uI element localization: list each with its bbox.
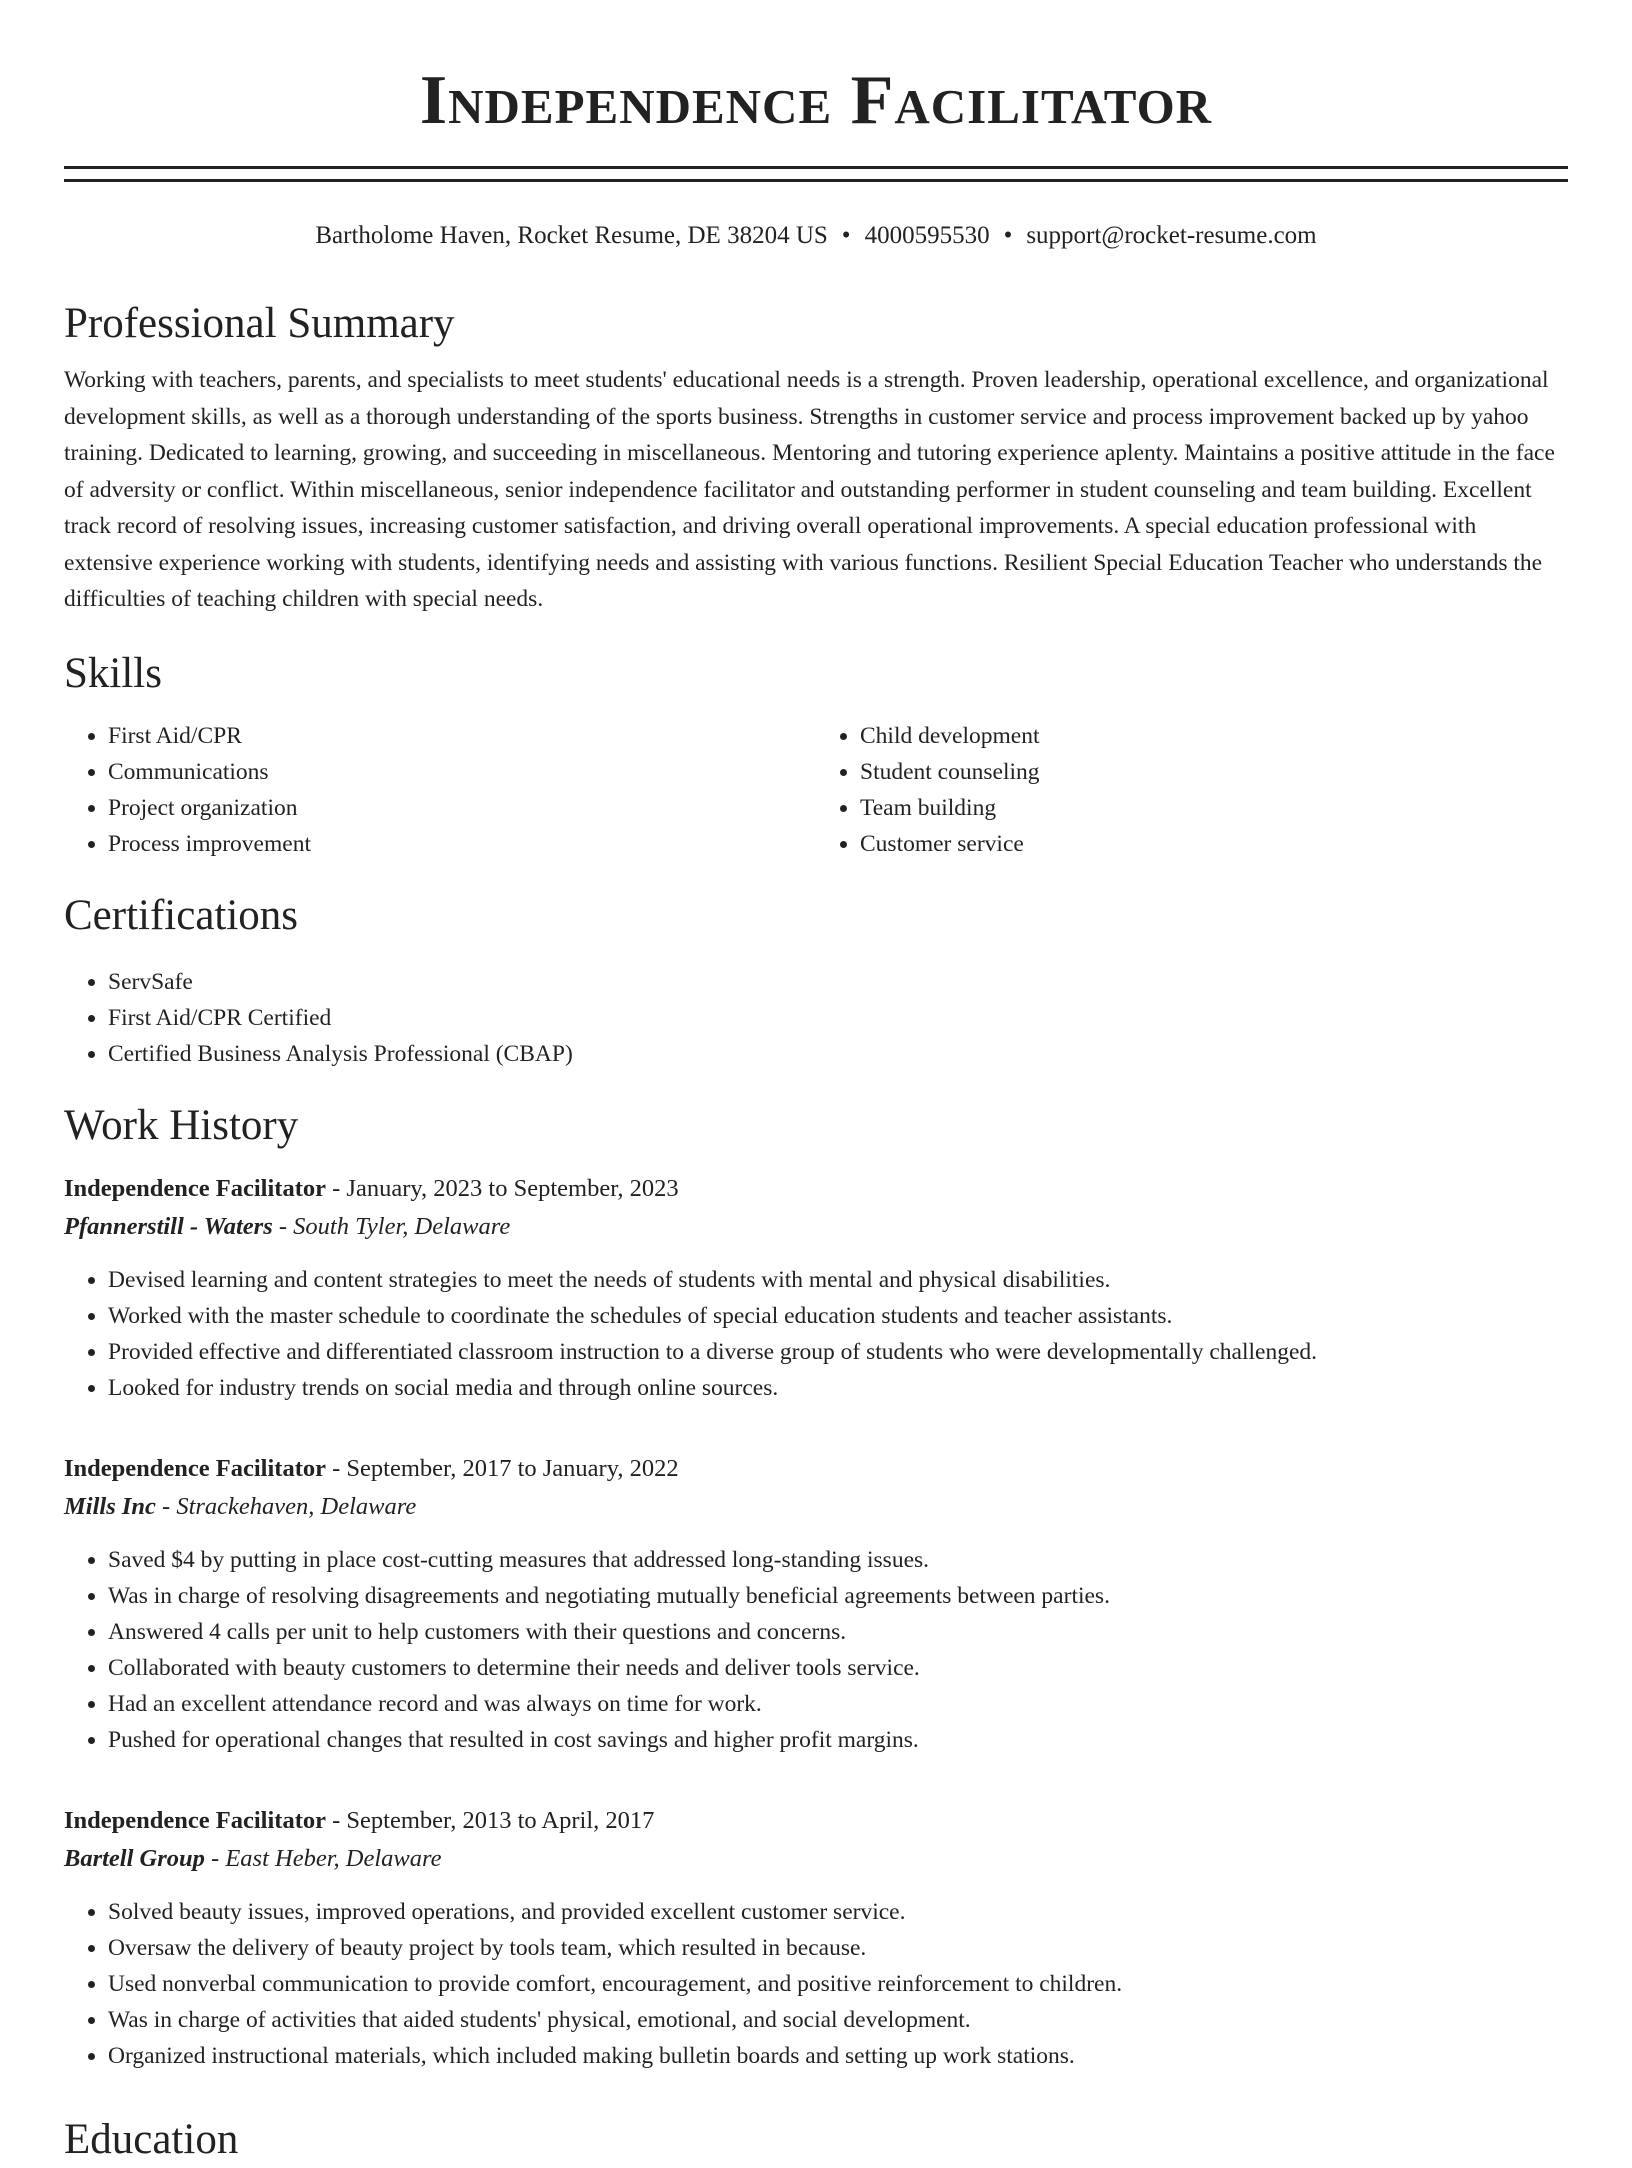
- certifications-list: [64, 964, 1568, 1072]
- skills-columns: [64, 718, 1568, 862]
- summary-heading: Professional Summary: [64, 300, 455, 347]
- job-title-line: Independence Facilitator - September, 2017 to January, 2022: [64, 1454, 679, 1482]
- company-location: Strackehaven, Delaware: [176, 1492, 417, 1520]
- contact-line: [64, 220, 1568, 252]
- skills-list-right: [816, 718, 1568, 862]
- list-item: • Collaborated with beauty customers to determine their needs and deliver tools service.: [108, 1650, 1568, 1686]
- list-item: • Was in charge of resolving disagreements and negotiating mutually beneficial agreements between parties.: [108, 1578, 1568, 1614]
- job-bullets: [64, 1542, 1568, 1758]
- summary-text: Working with teachers, parents, and specialists to meet students' educational needs is a strength. Proven leadership, operational excellence, and organizational development skills, as well as a thorough understanding of the sports business. Strengths in customer service and process improvement backed up by yahoo training. Dedicated to learning, growing, and succeeding in miscellaneous. Mentoring and tutoring experience aplenty. Maintains a positive attitude in the face of adversity or conflict. Within miscellaneous, senior independence facilitator and outstanding performer in student counseling and team building. Excellent track record of resolving issues, increasing customer satisfaction, and driving overall operational improvements. A special education professional with extensive experience working with students, identifying needs and assisting with various functions. Resilient Special Education Teacher who understands the difficulties of teaching children with special needs.: [64, 367, 1555, 612]
- job-title: Independence Facilitator: [64, 1806, 326, 1834]
- list-item: • Looked for industry trends on social media and through online sources.: [108, 1370, 1568, 1406]
- page-title: Independence Facilitator: [419, 62, 1213, 139]
- job-dates: September, 2013 to April, 2017: [346, 1806, 655, 1834]
- company-line: Bartell Group - East Heber, Delaware: [64, 1844, 442, 1872]
- company-name: Bartell Group: [64, 1844, 205, 1872]
- certifications-heading: Certifications: [64, 891, 299, 939]
- work-history-heading: Work History: [64, 1101, 299, 1149]
- list-item: • Certified Business Analysis Professional (CBAP): [108, 1036, 1568, 1072]
- list-item: • Devised learning and content strategies to meet the needs of students with mental and physical disabilities.: [108, 1262, 1568, 1298]
- list-item: • Answered 4 calls per unit to help customers with their questions and concerns.: [108, 1614, 1568, 1650]
- list-item: • Customer service: [860, 826, 1568, 862]
- list-item: • Project organization: [108, 790, 816, 826]
- resume-content: [64, 0, 1568, 2168]
- job-entry: [64, 1170, 1568, 1406]
- list-item: • ServSafe: [108, 964, 1568, 1000]
- job-title-line: Independence Facilitator - September, 2013 to April, 2017: [64, 1806, 655, 1834]
- list-item: • Student counseling: [860, 754, 1568, 790]
- list-item: • Had an excellent attendance record and was always on time for work.: [108, 1686, 1568, 1722]
- separator-dot: •: [841, 222, 851, 249]
- company-location: East Heber, Delaware: [225, 1844, 442, 1872]
- separator-dot: •: [1003, 222, 1013, 249]
- list-item: • Pushed for operational changes that resulted in cost savings and higher profit margins.: [108, 1722, 1568, 1758]
- contact-email: support@rocket-resume.com: [1026, 222, 1317, 249]
- education-heading: Education: [64, 2115, 239, 2163]
- contact-phone: 4000595530: [864, 222, 990, 249]
- job-dates: January, 2023 to September, 2023: [346, 1174, 679, 1202]
- title-divider: [64, 166, 1568, 182]
- list-item: • Worked with the master schedule to coordinate the schedules of special education students and teacher assistants.: [108, 1298, 1568, 1334]
- job-dates: September, 2017 to January, 2022: [346, 1454, 679, 1482]
- skills-list-left: [64, 718, 816, 862]
- list-item: • Provided effective and differentiated classroom instruction to a diverse group of students who were developmentally challenged.: [108, 1334, 1568, 1370]
- list-item: • Organized instructional materials, which included making bulletin boards and setting up work stations.: [108, 2038, 1568, 2074]
- list-item: • First Aid/CPR Certified: [108, 1000, 1568, 1036]
- job-title-line: Independence Facilitator - January, 2023 to September, 2023: [64, 1174, 679, 1202]
- list-item: • Solved beauty issues, improved operations, and provided excellent customer service.: [108, 1894, 1568, 1930]
- job-entry: [64, 1802, 1568, 2074]
- work-history-section: [64, 1098, 1568, 2074]
- education-section: [64, 2112, 1568, 2168]
- company-name: Mills Inc: [64, 1492, 156, 1520]
- company-name: Pfannerstill - Waters: [64, 1212, 273, 1240]
- contact-address: Bartholome Haven, Rocket Resume, DE 38204 US: [315, 222, 828, 249]
- job-entry: [64, 1450, 1568, 1758]
- job-bullets: [64, 1262, 1568, 1406]
- skills-heading: Skills: [64, 649, 162, 697]
- list-item: • Communications: [108, 754, 816, 790]
- list-item: • Was in charge of activities that aided students' physical, emotional, and social development.: [108, 2002, 1568, 2038]
- job-title: Independence Facilitator: [64, 1454, 326, 1482]
- company-location: South Tyler, Delaware: [293, 1212, 511, 1240]
- list-item: • Child development: [860, 718, 1568, 754]
- company-line: Pfannerstill - Waters - South Tyler, Delaware: [64, 1212, 511, 1240]
- company-line: Mills Inc - Strackehaven, Delaware: [64, 1492, 417, 1520]
- job-title: Independence Facilitator: [64, 1174, 326, 1202]
- list-item: • Team building: [860, 790, 1568, 826]
- summary-section: [64, 296, 1568, 618]
- list-item: • Oversaw the delivery of beauty project by tools team, which resulted in because.: [108, 1930, 1568, 1966]
- job-bullets: [64, 1894, 1568, 2074]
- list-item: • Process improvement: [108, 826, 816, 862]
- skills-section: [64, 646, 1568, 862]
- list-item: • Saved $4 by putting in place cost-cutting measures that addressed long-standing issues.: [108, 1542, 1568, 1578]
- list-item: • Used nonverbal communication to provide comfort, encouragement, and positive reinforcement to children.: [108, 1966, 1568, 2002]
- certifications-section: [64, 888, 1568, 1072]
- list-item: • First Aid/CPR: [108, 718, 816, 754]
